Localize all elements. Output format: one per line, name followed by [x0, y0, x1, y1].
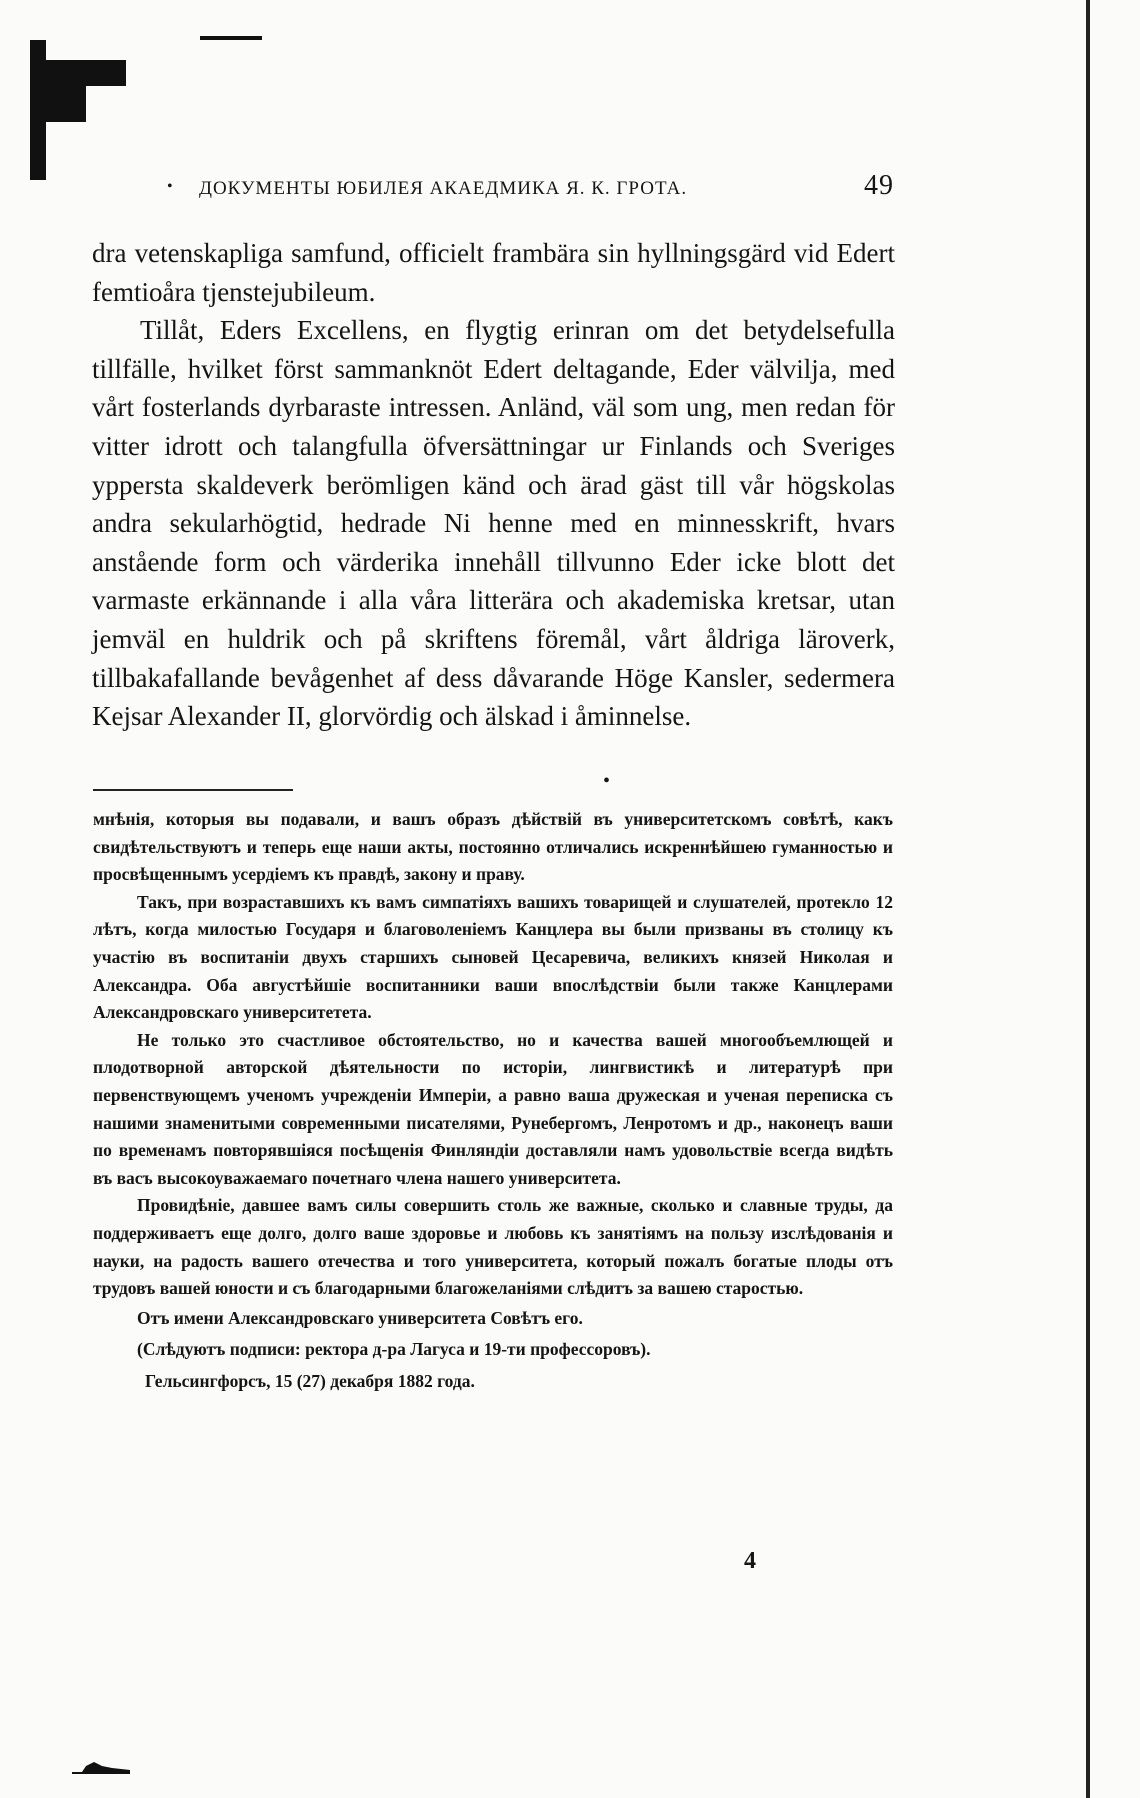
scan-corner-mark	[46, 86, 86, 122]
margin-bullet: •	[603, 770, 611, 792]
footnote-divider	[93, 789, 293, 791]
scan-corner-mark	[46, 60, 126, 86]
footnote-paragraph: мнѣнія, которыя вы подавали, и вашъ образъ дѣйствій въ университетскомъ совѣтѣ, какъ свидѣтельствуютъ и теперь еще наши акты, постоянно отличались искреннѣйшею гуманностью и просвѣщеннымъ усердіемъ къ правдѣ, закону и праву.	[93, 809, 893, 885]
running-header	[167, 170, 894, 210]
scan-corner-mark	[30, 40, 46, 180]
header-title: ДОКУМЕНТЫ ЮБИЛЕЯ АКАЕДМИКА Я. К. ГРОТА.	[199, 178, 688, 199]
main-paragraph: dra vetenskapliga samfund, officielt frambära sin hyllningsgärd vid Edert femtioåra tjenstejubileum.	[92, 238, 895, 307]
signature-number: 4	[744, 1548, 756, 1574]
main-paragraph: Tillåt, Eders Excellens, en flygtig erinran om det betydelsefulla tillfälle, hvilket först sammanknöt Edert deltagande, Eder välvilja, med vårt fosterlands dyrbaraste intressen. Anländ, väl som ung, men redan för vitter idrott och talangfulla öfversättningar ur Finlands och Sveriges yppersta skaldeverk berömligen känd och ärad gäst till vår högskolas andra sekularhögtid, hedrade Ni henne med en minnesskrift, hvars anstående form och värderika innehåll tillvunno Eder icke blott det varmaste erkännande i alla våra litterära och akademiska kretsar, utan jemväl en huldrik och på skriftens föremål, vårt åldriga läroverk, tillbakafallande bevågenhet af dess dåvarande Höge Kansler, sedermera Kejsar Alexander II, glorvördig och älskad i åminnelse.	[92, 315, 895, 732]
header-bullet: •	[167, 178, 174, 195]
page-number: 49	[864, 170, 894, 201]
footnote-paragraph: Не только это счастливое обстоятельство, но и качества вашей многообъемлющей и плодотворной авторской дѣятельности по исторіи, лингвистикѣ и литературѣ при первенствующемъ ученомъ учрежденіи Имперіи, а равно ваша дружеская и ученая переписка съ нашими знаменитыми современными писателями, Рунебергомъ, Ленротомъ и др., наконецъ ваши по временамъ повторявшіяся посѣщенія Финляндіи доставляли намъ удовольствіе всегда видѣть въ васъ высокоуважаемаго почетнаго члена нашего университета.	[93, 1029, 893, 1188]
footnote-paragraph: Такъ, при возраставшихъ къ вамъ симпатіяхъ вашихъ товарищей и слушателей, протекло 12 лѣтъ, когда милостью Государя и благоволеніемъ Канцлера вы были призваны въ столицу къ участію въ воспитаніи двухъ старшихъ сыновей Цесаревича, великихъ князей Николая и Александра. Оба августѣйшіе воспитанники ваши впослѣдствіи были также Канцлерами Александровскаго университетета.	[93, 891, 893, 1023]
footnote-paragraph: Провидѣніе, давшее вамъ силы совершить столь же важные, сколько и славные труды, да поддерживаетъ еще долго, долго ваше здоровье и любовь къ занятіямъ на пользу изслѣдованія и науки, на радость вашего отечества и того университета, который пожалъ богатые плоды отъ трудовъ вашей юности и съ благодарными благожеланіями слѣдитъ за вашею старостью.	[93, 1195, 893, 1299]
footnote	[93, 806, 893, 1395]
bottom-scan-mark	[72, 1758, 130, 1774]
scan-top-dash	[200, 36, 262, 40]
place-date: Гельсингфорсъ, 15 (27) декабря 1882 года.	[145, 1370, 475, 1391]
signatories-line: (Слѣдуютъ подписи: ректора д-ра Лагуса и 19-ти профессоровъ).	[137, 1339, 651, 1360]
scan-edge-line	[1086, 0, 1090, 1798]
signature-line: Отъ имени Александровскаго университета Совѣтъ его.	[137, 1307, 583, 1328]
main-text	[92, 234, 895, 736]
